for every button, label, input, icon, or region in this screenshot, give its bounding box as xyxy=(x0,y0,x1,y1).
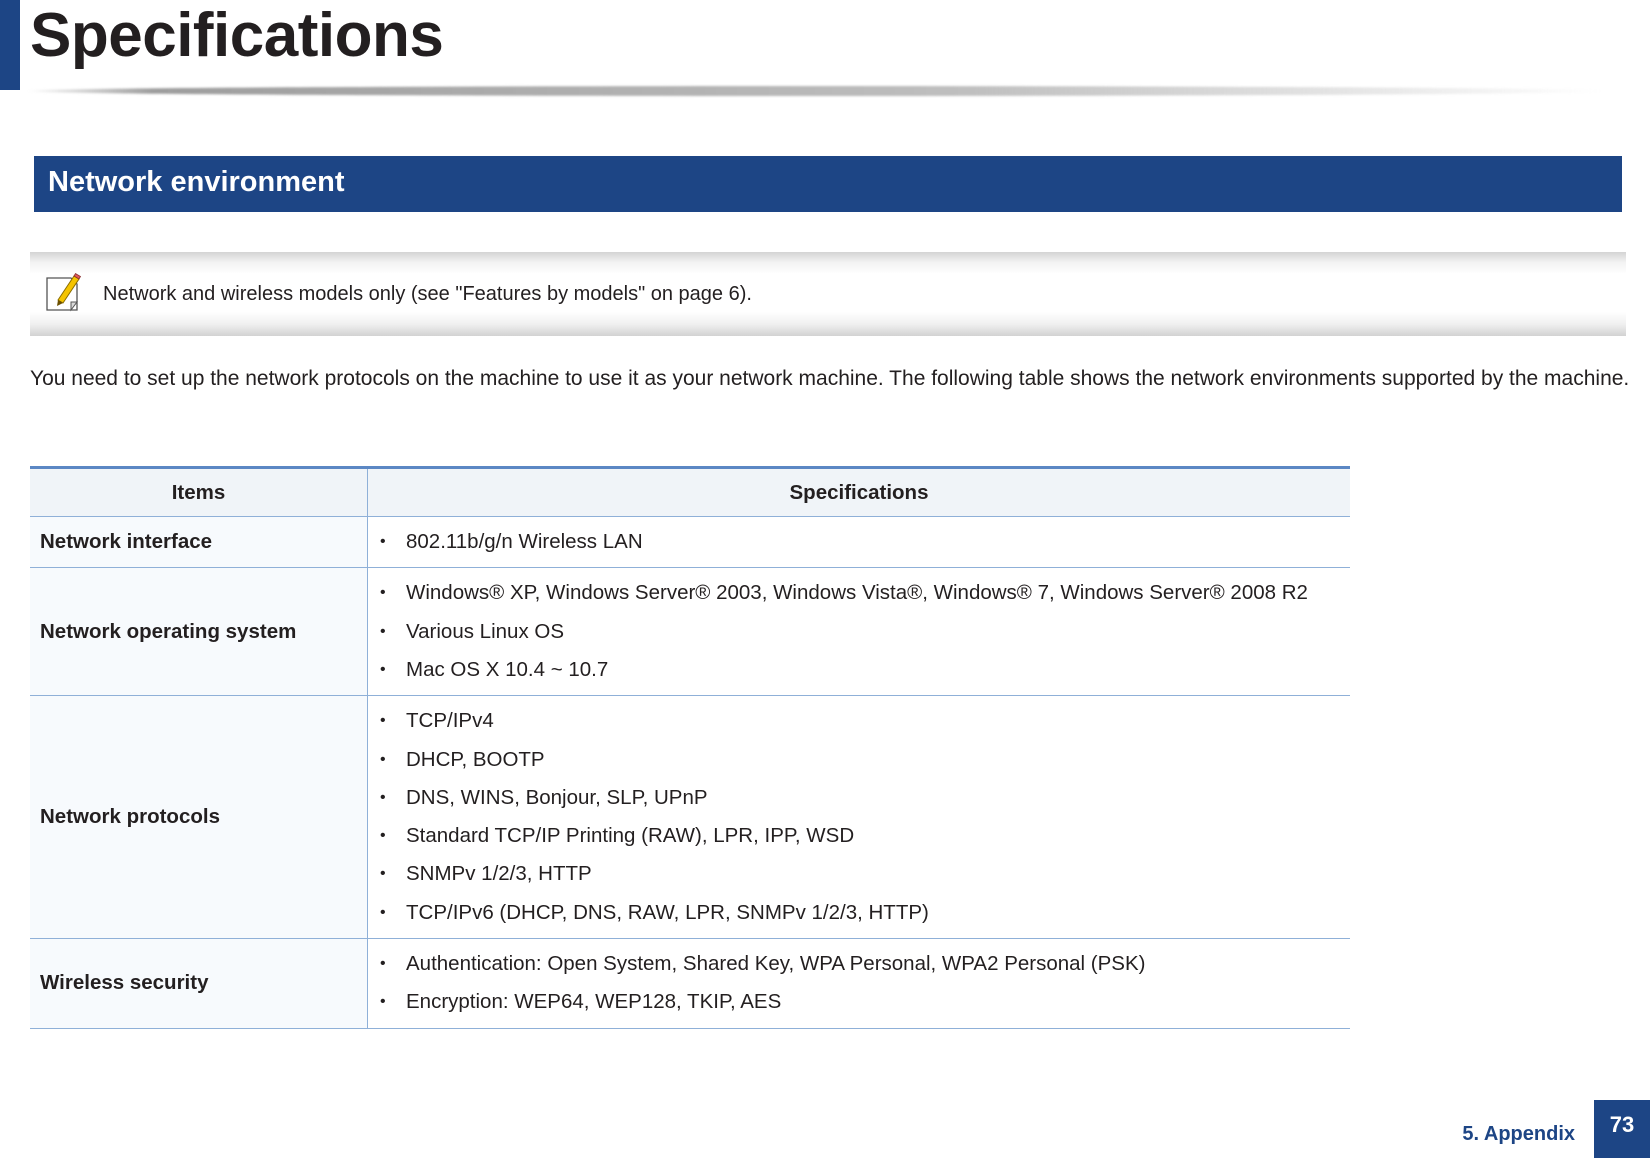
table-row xyxy=(30,568,1350,696)
page-number: 73 xyxy=(1594,1100,1650,1158)
list-item: • DHCP, BOOTP xyxy=(368,741,1350,779)
spec-cell xyxy=(368,939,1351,1029)
list-item: • TCP/IPv4 xyxy=(368,702,1350,740)
spec-cell xyxy=(368,696,1351,939)
table-row xyxy=(30,517,1350,568)
list-item: • Mac OS X 10.4 ~ 10.7 xyxy=(368,651,1350,689)
table-row xyxy=(30,696,1350,939)
table-row xyxy=(30,939,1350,1029)
chapter-tab xyxy=(0,0,20,90)
spec-cell xyxy=(368,517,1351,568)
note-pencil-icon xyxy=(44,272,82,314)
list-item: • Various Linux OS xyxy=(368,613,1350,651)
item-cell: Wireless security xyxy=(30,939,368,1029)
list-item: • Encryption: WEP64, WEP128, TKIP, AES xyxy=(368,983,1350,1021)
item-cell: Network protocols xyxy=(30,696,368,939)
footer-chapter: 5. Appendix xyxy=(1462,1123,1575,1145)
list-item: • Standard TCP/IP Printing (RAW), LPR, IPP, WSD xyxy=(368,817,1350,855)
list-item: • DNS, WINS, Bonjour, SLP, UPnP xyxy=(368,779,1350,817)
network-spec-table xyxy=(30,466,1350,1029)
section-header xyxy=(34,156,1622,212)
spec-cell xyxy=(368,568,1351,696)
list-item: • 802.11b/g/n Wireless LAN xyxy=(368,523,1350,561)
table-header-row xyxy=(30,468,1350,517)
header-items: Items xyxy=(30,468,368,517)
section-title: Network environment xyxy=(48,166,345,198)
item-cell: Network operating system xyxy=(30,568,368,696)
item-cell: Network interface xyxy=(30,517,368,568)
list-item: • SNMPv 1/2/3, HTTP xyxy=(368,855,1350,893)
list-item: • TCP/IPv6 (DHCP, DNS, RAW, LPR, SNMPv 1/2/3, HTTP) xyxy=(368,894,1350,932)
note-box xyxy=(30,252,1626,336)
header-specifications: Specifications xyxy=(368,468,1351,517)
intro-paragraph: You need to set up the network protocols on the machine to use it as your network machine. The following table shows the network environments supported by the machine. xyxy=(30,367,1630,390)
list-item: • Windows® XP, Windows Server® 2003, Windows Vista®, Windows® 7, Windows Server® 2008 R2 xyxy=(368,574,1350,612)
list-item: • Authentication: Open System, Shared Key, WPA Personal, WPA2 Personal (PSK) xyxy=(368,945,1350,983)
note-text: Network and wireless models only (see "Features by models" on page 6). xyxy=(103,283,752,305)
title-underline xyxy=(26,86,1606,96)
chapter-title: Specifications xyxy=(30,1,444,70)
